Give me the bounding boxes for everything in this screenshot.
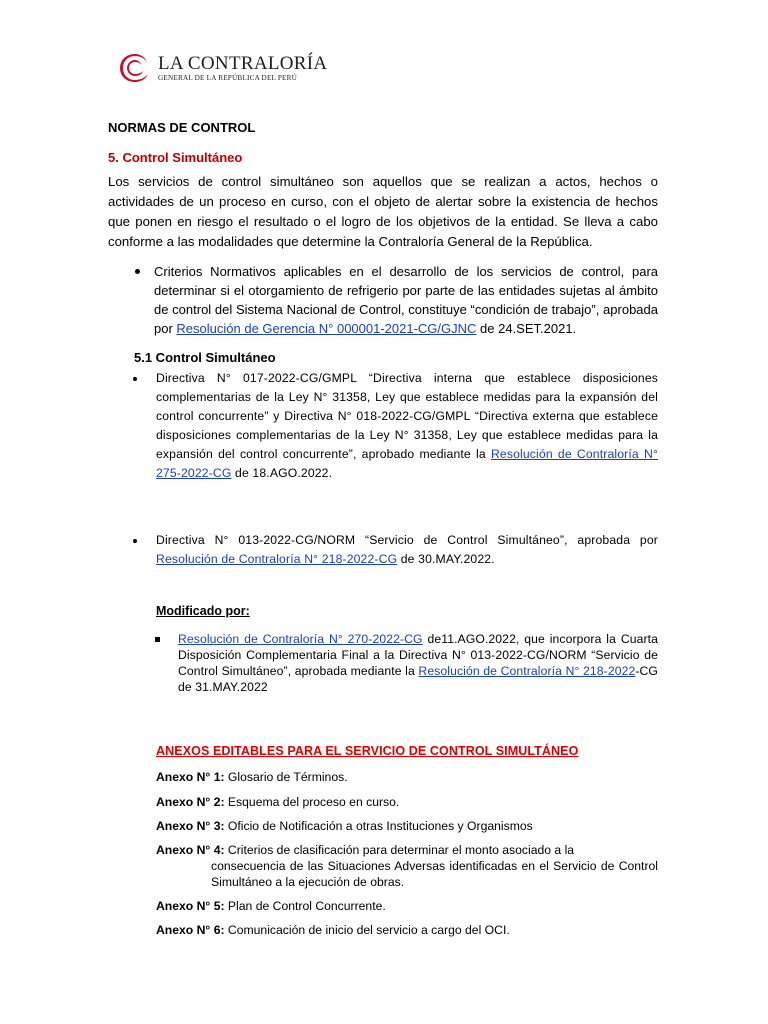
list-item-directiva-017 xyxy=(133,369,658,483)
anexo-item xyxy=(156,898,658,914)
anexo-item xyxy=(156,769,658,785)
list-item-text xyxy=(156,531,658,569)
page-heading: NORMAS DE CONTROL xyxy=(108,120,256,135)
list-item-directiva-013 xyxy=(133,531,658,569)
anexo-label: Anexo N° 3: xyxy=(156,819,225,833)
logo-subtitle: GENERAL DE LA REPÚBLICA DEL PERÚ xyxy=(158,73,298,82)
list-item-modificacion xyxy=(155,631,658,695)
list-item-text xyxy=(156,369,658,483)
logo-name: LA CONTRALORÍA xyxy=(158,52,328,74)
contraloria-logo xyxy=(118,50,327,86)
text-segment: Directiva N° 013-2022-CG/NORM “Servicio de Control Simultáneo”, aprobada por xyxy=(156,533,658,547)
text-segment: de11.AGO.2022, que incorpora la Cuarta Disposición Complementaria Final a la Directiva N° 013-2022-CG/NORM “Servicio de Control Simultáneo”, aprobada mediante la xyxy=(178,632,658,678)
anexo-text: Criterios de clasificación para determinar el monto asociado a la xyxy=(224,843,575,857)
anexo-text: Esquema del proceso en curso. xyxy=(224,795,400,809)
anexo-text: Plan de Control Concurrente. xyxy=(224,899,386,913)
anexo-label: Anexo N° 6: xyxy=(156,923,225,937)
anexo-item xyxy=(156,922,658,938)
anexos-title: ANEXOS EDITABLES PARA EL SERVICIO DE CONTROL SIMULTÁNEO xyxy=(156,744,579,758)
anexo-label: Anexo N° 1: xyxy=(156,770,225,784)
anexo-item xyxy=(156,842,658,890)
contraloria-emblem-icon xyxy=(118,51,152,85)
anexo-label: Anexo N° 2: xyxy=(156,795,225,809)
anexo-label: Anexo N° 5: xyxy=(156,899,225,913)
text-segment: Criterios Normativos aplicables en el desarrollo de los servicios de control, para determinar si el otorgamiento de refrigerio por parte de las entidades sujetas al ámbito de control del Sistema Nacional de Control, constituye “condición de trabajo”, aprobada por xyxy=(154,264,658,336)
anexo-text: Glosario de Términos. xyxy=(224,770,348,784)
list-item-text xyxy=(154,262,658,338)
resolucion-270-link[interactable]: Resolución de Contraloría N° 270-2022-CG xyxy=(178,632,423,646)
bullet-icon xyxy=(133,377,137,381)
list-item-text xyxy=(178,631,658,695)
text-segment: de 30.MAY.2022. xyxy=(397,552,495,566)
anexo-text: Comunicación de inicio del servicio a cargo del OCI. xyxy=(224,923,510,937)
text-segment: -CG de 31.MAY.2022 xyxy=(178,664,658,694)
text-segment: Directiva N° 017-2022-CG/GMPL “Directiva interna que establece disposiciones complementarias de la Ley N° 31358, Ley que establece medidas para la expansión del control concurrente” y Directiva N° 018-2022-CG/GMPL “Directiva externa que establece disposiciones complementarias de la Ley N° 31358, Ley que establece medidas para la expansión del control concurrente”, aprobado mediante la xyxy=(156,371,658,461)
anexo-item xyxy=(156,818,658,834)
anexo-item xyxy=(156,794,658,810)
anexo-label: Anexo N° 4: xyxy=(156,843,225,857)
modificado-label: Modificado por: xyxy=(156,604,250,618)
anexo-text: Oficio de Notificación a otras Instituciones y Organismos xyxy=(224,819,533,833)
resolucion-275-link[interactable]: Resolución de Contraloría N° 275-2022-CG xyxy=(156,447,658,480)
section-title: 5. Control Simultáneo xyxy=(108,150,243,165)
anexo-text-continued: consecuencia de las Situaciones Adversas identificadas en el Servicio de Control Simultáneo a la ejecución de obras. xyxy=(211,859,658,889)
resolucion-218-2022-link[interactable]: Resolución de Contraloría N° 218-2022 xyxy=(418,664,636,678)
resolucion-218-link[interactable]: Resolución de Contraloría N° 218-2022-CG xyxy=(156,552,398,566)
text-segment: de 24.SET.2021. xyxy=(476,321,577,336)
resolucion-gerencia-link[interactable]: Resolución de Gerencia N° 000001-2021-CG/GJNC xyxy=(176,321,477,336)
square-bullet-icon xyxy=(155,637,160,642)
subsection-title: 5.1 Control Simultáneo xyxy=(134,350,276,365)
intro-paragraph: Los servicios de control simultáneo son aquellos que se realizan a actos, hechos o actividades de un proceso en curso, con el objeto de alertar sobre la existencia de hechos que ponen en riesgo el resultado o el logro de los objetivos de la entidad. Se lleva a cabo conforme a las modalidades que determine la Contraloría General de la República. xyxy=(108,174,658,249)
bullet-icon xyxy=(135,269,140,274)
text-segment: de 18.AGO.2022. xyxy=(231,466,333,480)
list-item-criterios xyxy=(135,262,658,338)
bullet-icon xyxy=(133,539,137,543)
